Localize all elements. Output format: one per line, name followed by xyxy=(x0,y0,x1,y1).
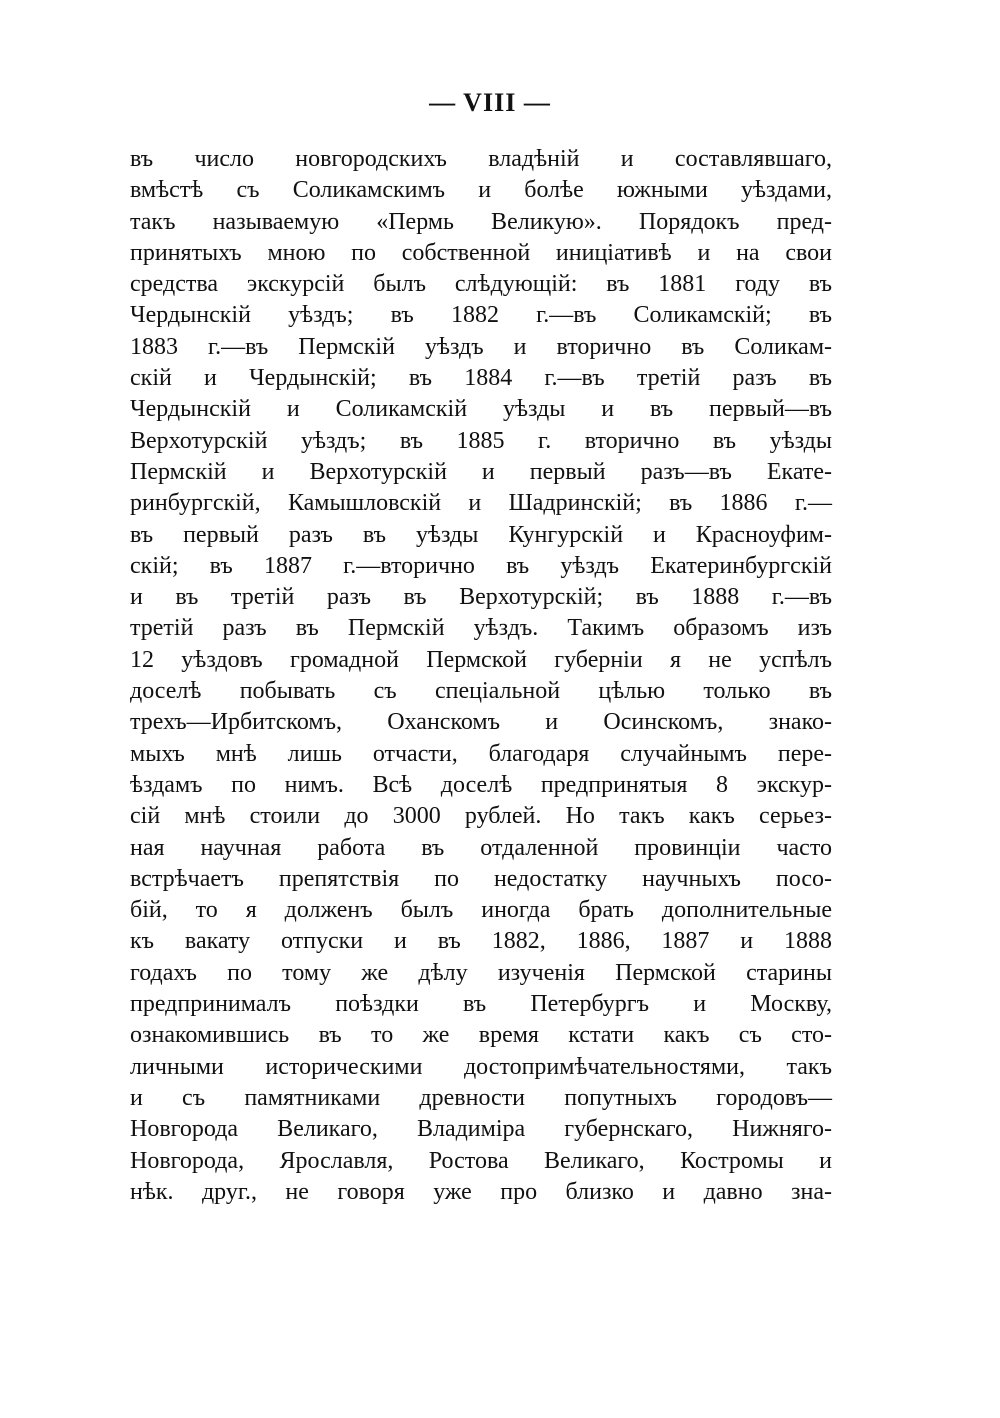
text-line: средства экскурсій былъ слѣдующій: въ 1881 году въ xyxy=(130,271,832,298)
text-line: вмѣстѣ съ Соликамскимъ и болѣе южными уѣздами, xyxy=(130,177,832,204)
text-line: Новгорода, Ярославля, Ростова Великаго, Костромы и xyxy=(130,1147,832,1174)
text-line: скій; въ 1887 г.—вторично въ уѣздъ Екатеринбургскій xyxy=(130,552,832,579)
text-line: скій и Чердынскій; въ 1884 г.—въ третій разъ въ xyxy=(130,365,832,392)
body-text xyxy=(130,144,832,1208)
text-line: Чердынскій уѣздъ; въ 1882 г.—въ Соликамскій; въ xyxy=(130,302,832,329)
page-number: — VIII — xyxy=(429,88,551,117)
text-line: годахъ по тому же дѣлу изученія Пермской старины xyxy=(130,959,832,986)
text-line: встрѣчаетъ препятствія по недостатку научныхъ посо- xyxy=(130,865,832,892)
text-line: Верхотурскій уѣздъ; въ 1885 г. вторично въ уѣзды xyxy=(130,427,832,454)
text-line: мыхъ мнѣ лишь отчасти, благодаря случайнымъ пере- xyxy=(130,740,832,767)
text-line: въ первый разъ въ уѣзды Кунгурскій и Красноуфим- xyxy=(130,521,832,548)
text-line: въ число новгородскихъ владѣній и составлявшаго, xyxy=(130,146,832,172)
text-line: къ вакату отпуски и въ 1882, 1886, 1887 и 1888 xyxy=(130,928,832,955)
text-line: личными историческими достопримѣчательностями, такъ xyxy=(130,1053,832,1080)
text-line: такъ называемую «Пермь Великую». Порядокъ пред- xyxy=(130,208,832,235)
text-line: принятыхъ мною по собственной иниціативѣ и на свои xyxy=(130,239,832,266)
text-line: доселѣ побывать съ спеціальной цѣлью только въ xyxy=(130,678,832,705)
text-line: Пермскій и Верхотурскій и первый разъ—въ Екате- xyxy=(130,458,832,485)
text-line: и съ памятниками древности попутныхъ городовъ— xyxy=(130,1084,832,1111)
text-line: Чердынскій и Соликамскій уѣзды и въ первый—въ xyxy=(130,396,832,423)
text-line: предпринималъ поѣздки въ Петербургъ и Москву, xyxy=(130,991,832,1018)
text-line: бій, то я долженъ былъ иногда брать дополнительные xyxy=(130,897,832,924)
text-line: 1883 г.—въ Пермскій уѣздъ и вторично въ Соликам- xyxy=(130,333,832,360)
text-line: трехъ—Ирбитскомъ, Оханскомъ и Осинскомъ, знако- xyxy=(130,709,832,736)
text-line: 12 уѣздовъ громадной Пермской губерніи я не успѣлъ xyxy=(130,646,832,673)
text-line: ознакомившись въ то же время кстати какъ съ сто- xyxy=(130,1022,832,1049)
text-line: ная научная работа въ отдаленной провинціи часто xyxy=(130,834,832,861)
text-line: ѣздамъ по нимъ. Всѣ доселѣ предпринятыя 8 экскур- xyxy=(130,771,832,798)
text-line: ринбургскій, Камышловскій и Шадринскій; въ 1886 г.— xyxy=(130,490,832,517)
text-line: нѣк. друг., не говоря уже про близко и давно зна- xyxy=(130,1178,832,1205)
text-line: сій мнѣ стоили до 3000 рублей. Но такъ какъ серьез- xyxy=(130,803,832,830)
text-line: третій разъ въ Пермскій уѣздъ. Такимъ образомъ изъ xyxy=(130,615,832,642)
text-line: Новгорода Великаго, Владиміра губернскаго, Нижняго- xyxy=(130,1116,832,1143)
text-line: и въ третій разъ въ Верхотурскій; въ 1888 г.—въ xyxy=(130,584,832,611)
